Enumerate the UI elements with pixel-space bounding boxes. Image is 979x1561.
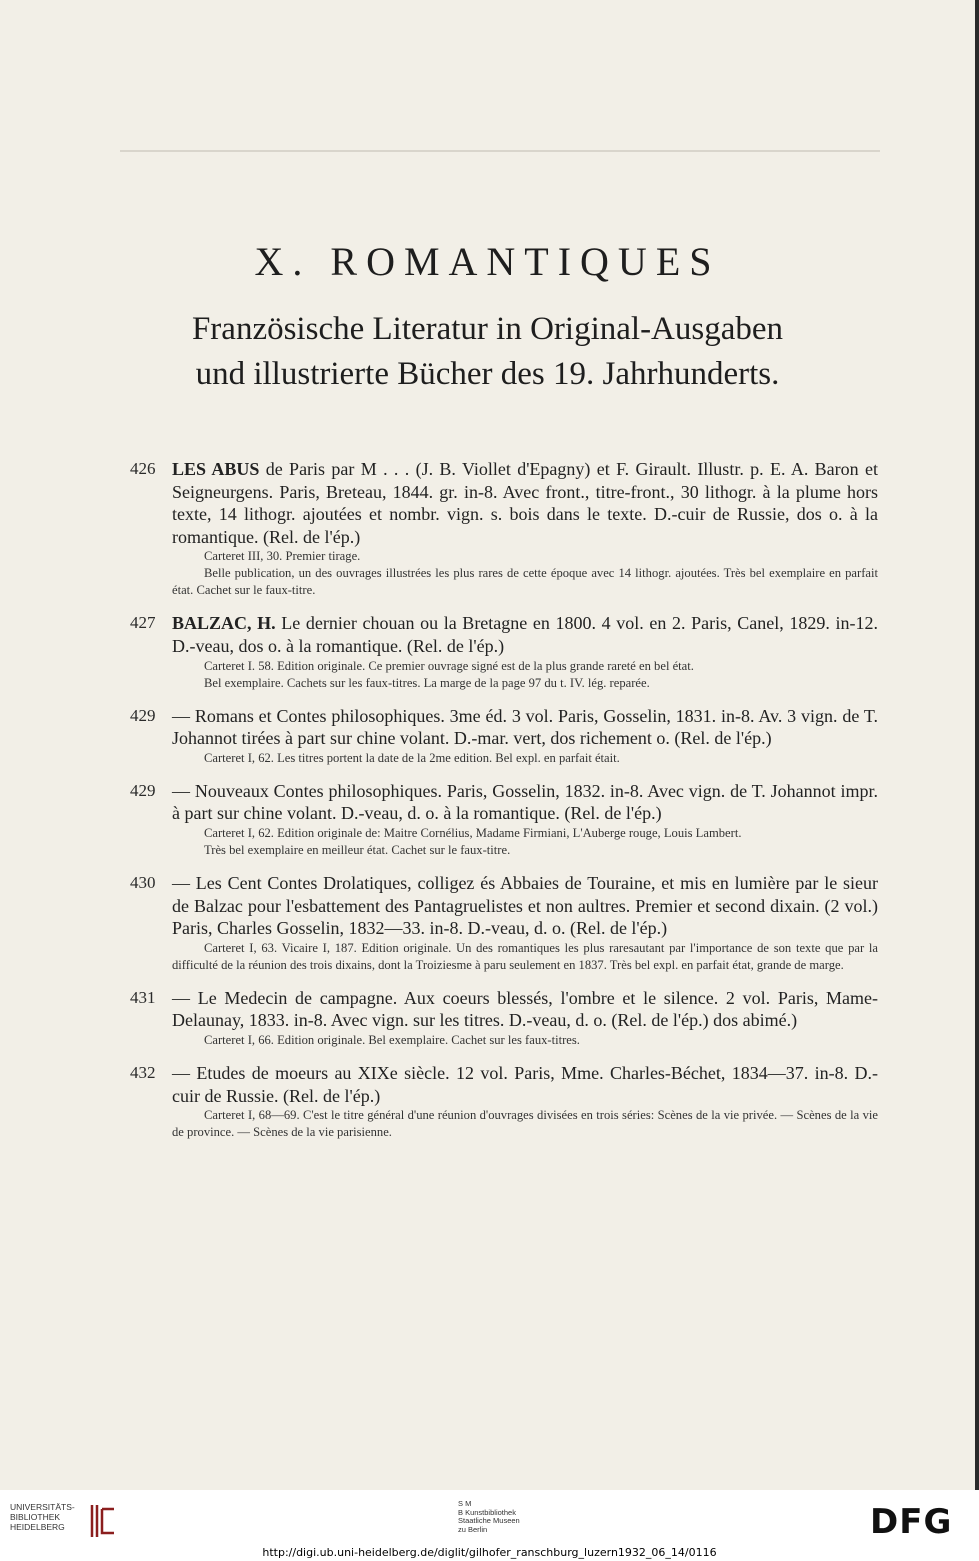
university-name-line1: UNIVERSITÄTS-	[10, 1502, 75, 1512]
center-mark-line4: zu Berlin	[458, 1524, 488, 1534]
entry-description: — Romans et Contes philosophiques. 3me éd. 3 vol. Paris, Gosselin, 1831. in-8. Av. 3 vign. de T. Johannot tirées à part sur chine volant. D.-mar. vert, dos richement o. (Rel. de l'ép.)	[172, 705, 878, 749]
chapter-subtitle-line1: Französische Literatur in Original-Ausgaben	[191, 311, 784, 347]
entry-note: Carteret I, 62. Les titres portent la date de la 2me edition. Bel expl. en parfait était.	[204, 750, 620, 765]
center-mark-line2: B Kunstbibliothek	[458, 1507, 516, 1517]
entry-note: Bel exemplaire. Cachets sur les faux-titres. La marge de la page 97 du t. IV. lég. reparée.	[204, 675, 650, 690]
entry-note: Carteret I, 66. Edition originale. Bel exemplaire. Cachet sur les faux-titres.	[204, 1032, 580, 1047]
catalogue-entry	[0, 1062, 975, 1141]
catalogue-entry	[0, 458, 975, 599]
entry-number: 429	[130, 705, 156, 725]
entry-description: — Le Medecin de campagne. Aux coeurs blessés, l'ombre et le silence. 2 vol. Paris, Mame-Delaunay, 1833. in-8. Avec vign. sur les titres. D.-veau, d. o. (Rel. de l'ép.) dos abimé.)	[172, 987, 878, 1031]
chapter-subtitle-line2: und illustrierte Bücher des 19. Jahrhunderts.	[195, 356, 780, 392]
catalogue-entry	[0, 705, 975, 767]
entry-description: — Nouveaux Contes philosophiques. Paris, Gosselin, 1832. in-8. Avec vign. de T. Johannot impr. à part sur chine volant. D.-veau, d. o. à la romantique. (Rel. de l'ép.)	[172, 780, 878, 824]
university-library-logo[interactable]	[10, 1502, 90, 1532]
entry-note: Belle publication, un des ouvrages illustrées les plus rares de cette époque avec 14 lithogr. ajoutées. Très bel exemplaire en parfait état. Cachet sur le faux-titre.	[172, 566, 878, 598]
catalogue-entry	[0, 780, 975, 859]
center-mark-line1: S M	[458, 1499, 472, 1508]
catalogue-entry	[0, 987, 975, 1049]
entry-description: — Etudes de moeurs au XIXe siècle. 12 vol. Paris, Mme. Charles-Béchet, 1834—37. in-8. D.-cuir de Russie. (Rel. de l'ép.)	[172, 1062, 878, 1106]
entry-author: BALZAC, H.	[172, 613, 276, 634]
entry-description	[172, 458, 878, 548]
entry-note: Très bel exemplaire en meilleur état. Cachet sur le faux-titre.	[204, 842, 511, 857]
entry-number: 432	[130, 1062, 156, 1082]
catalogue-entry	[0, 872, 975, 974]
center-mark-line3: Staatliche Museen	[458, 1516, 520, 1525]
entry-number: 431	[130, 987, 156, 1007]
entry-description	[172, 612, 878, 657]
dfg-logo[interactable]: DFG	[870, 1502, 953, 1542]
university-name-line3: HEIDELBERG	[10, 1522, 65, 1532]
university-name-line2: BIBLIOTHEK	[10, 1512, 61, 1522]
header-rule	[120, 150, 880, 152]
entry-author: LES ABUS	[172, 459, 260, 479]
catalogue-entries	[0, 458, 975, 1154]
permalink-url[interactable]: http://digi.ub.uni-heidelberg.de/diglit/gilhofer_ranschburg_luzern1932_06_14/0116	[262, 1546, 717, 1559]
entry-note	[172, 548, 878, 565]
chapter-title: X. ROMANTIQUES	[254, 239, 721, 284]
entry-description: — Les Cent Contes Drolatiques, colligez és Abbaies de Touraine, et mis en lumière par le sieur de Balzac pour l'esbattement des Pantagruelistes et non aultres. Premier et second dixain. (2 vol.) Paris, Charles Gosselin, 1832—33. in-8. D.-veau, d. o. (Rel. de l'ép.)	[172, 872, 878, 939]
catalogue-entry	[0, 612, 975, 691]
note-text: Carteret III, 30. Premier tirage.	[204, 549, 361, 564]
entry-note: Carteret I. 58. Edition originale. Ce premier ouvrage signé est de la plus grande rareté en bel état.	[204, 658, 694, 673]
entry-text: de Paris par M . . . (J. B. Viollet d'Epagny) et F. Girault. Illustr. p. E. A. Baron et Seigneurgens. Paris, Breteau, 1844. gr. in-8. Avec front., titre-front., 30 lithogr. à la plume hors texte, 14 lithogr. ajoutées et nombr. vign. s. bois dans le texte. D.-cuir de Russie, dos o. à la romantique. (Rel. de l'ép.)	[172, 459, 878, 547]
entry-note: Carteret I, 63. Vicaire I, 187. Edition originale. Un des romantiques les plus raresautant par l'importance de son texte que par la difficulté de la réunion des trois dixains, dont la Troiziesme à paru seulement en 1837. Très bel expl. en parfait état, grande de marge.	[172, 940, 878, 972]
kunstbibliothek-mark	[458, 1500, 520, 1534]
university-emblem-icon	[88, 1503, 118, 1539]
entry-note: Carteret I, 68—69. C'est le titre général d'une réunion d'ouvrages divisées en trois séries: Scènes de la vie privée. — Scènes de la vie de province. — Scènes de la vie parisienne.	[172, 1108, 878, 1140]
entry-number: 429	[130, 780, 156, 800]
entry-number: 427	[130, 613, 156, 633]
entry-text: Le dernier chouan ou la Bretagne en 1800. 4 vol. en 2. Paris, Canel, 1829. in-12. D.-veau, dos o. à la romantique. (Rel. de l'ép.)	[172, 613, 878, 656]
entry-number: 426	[130, 459, 156, 478]
entry-number: 430	[130, 872, 156, 892]
entry-note: Carteret I, 62. Edition originale de: Maitre Cornélius, Madame Firmiani, L'Auberge rouge, Louis Lambert.	[204, 825, 742, 840]
